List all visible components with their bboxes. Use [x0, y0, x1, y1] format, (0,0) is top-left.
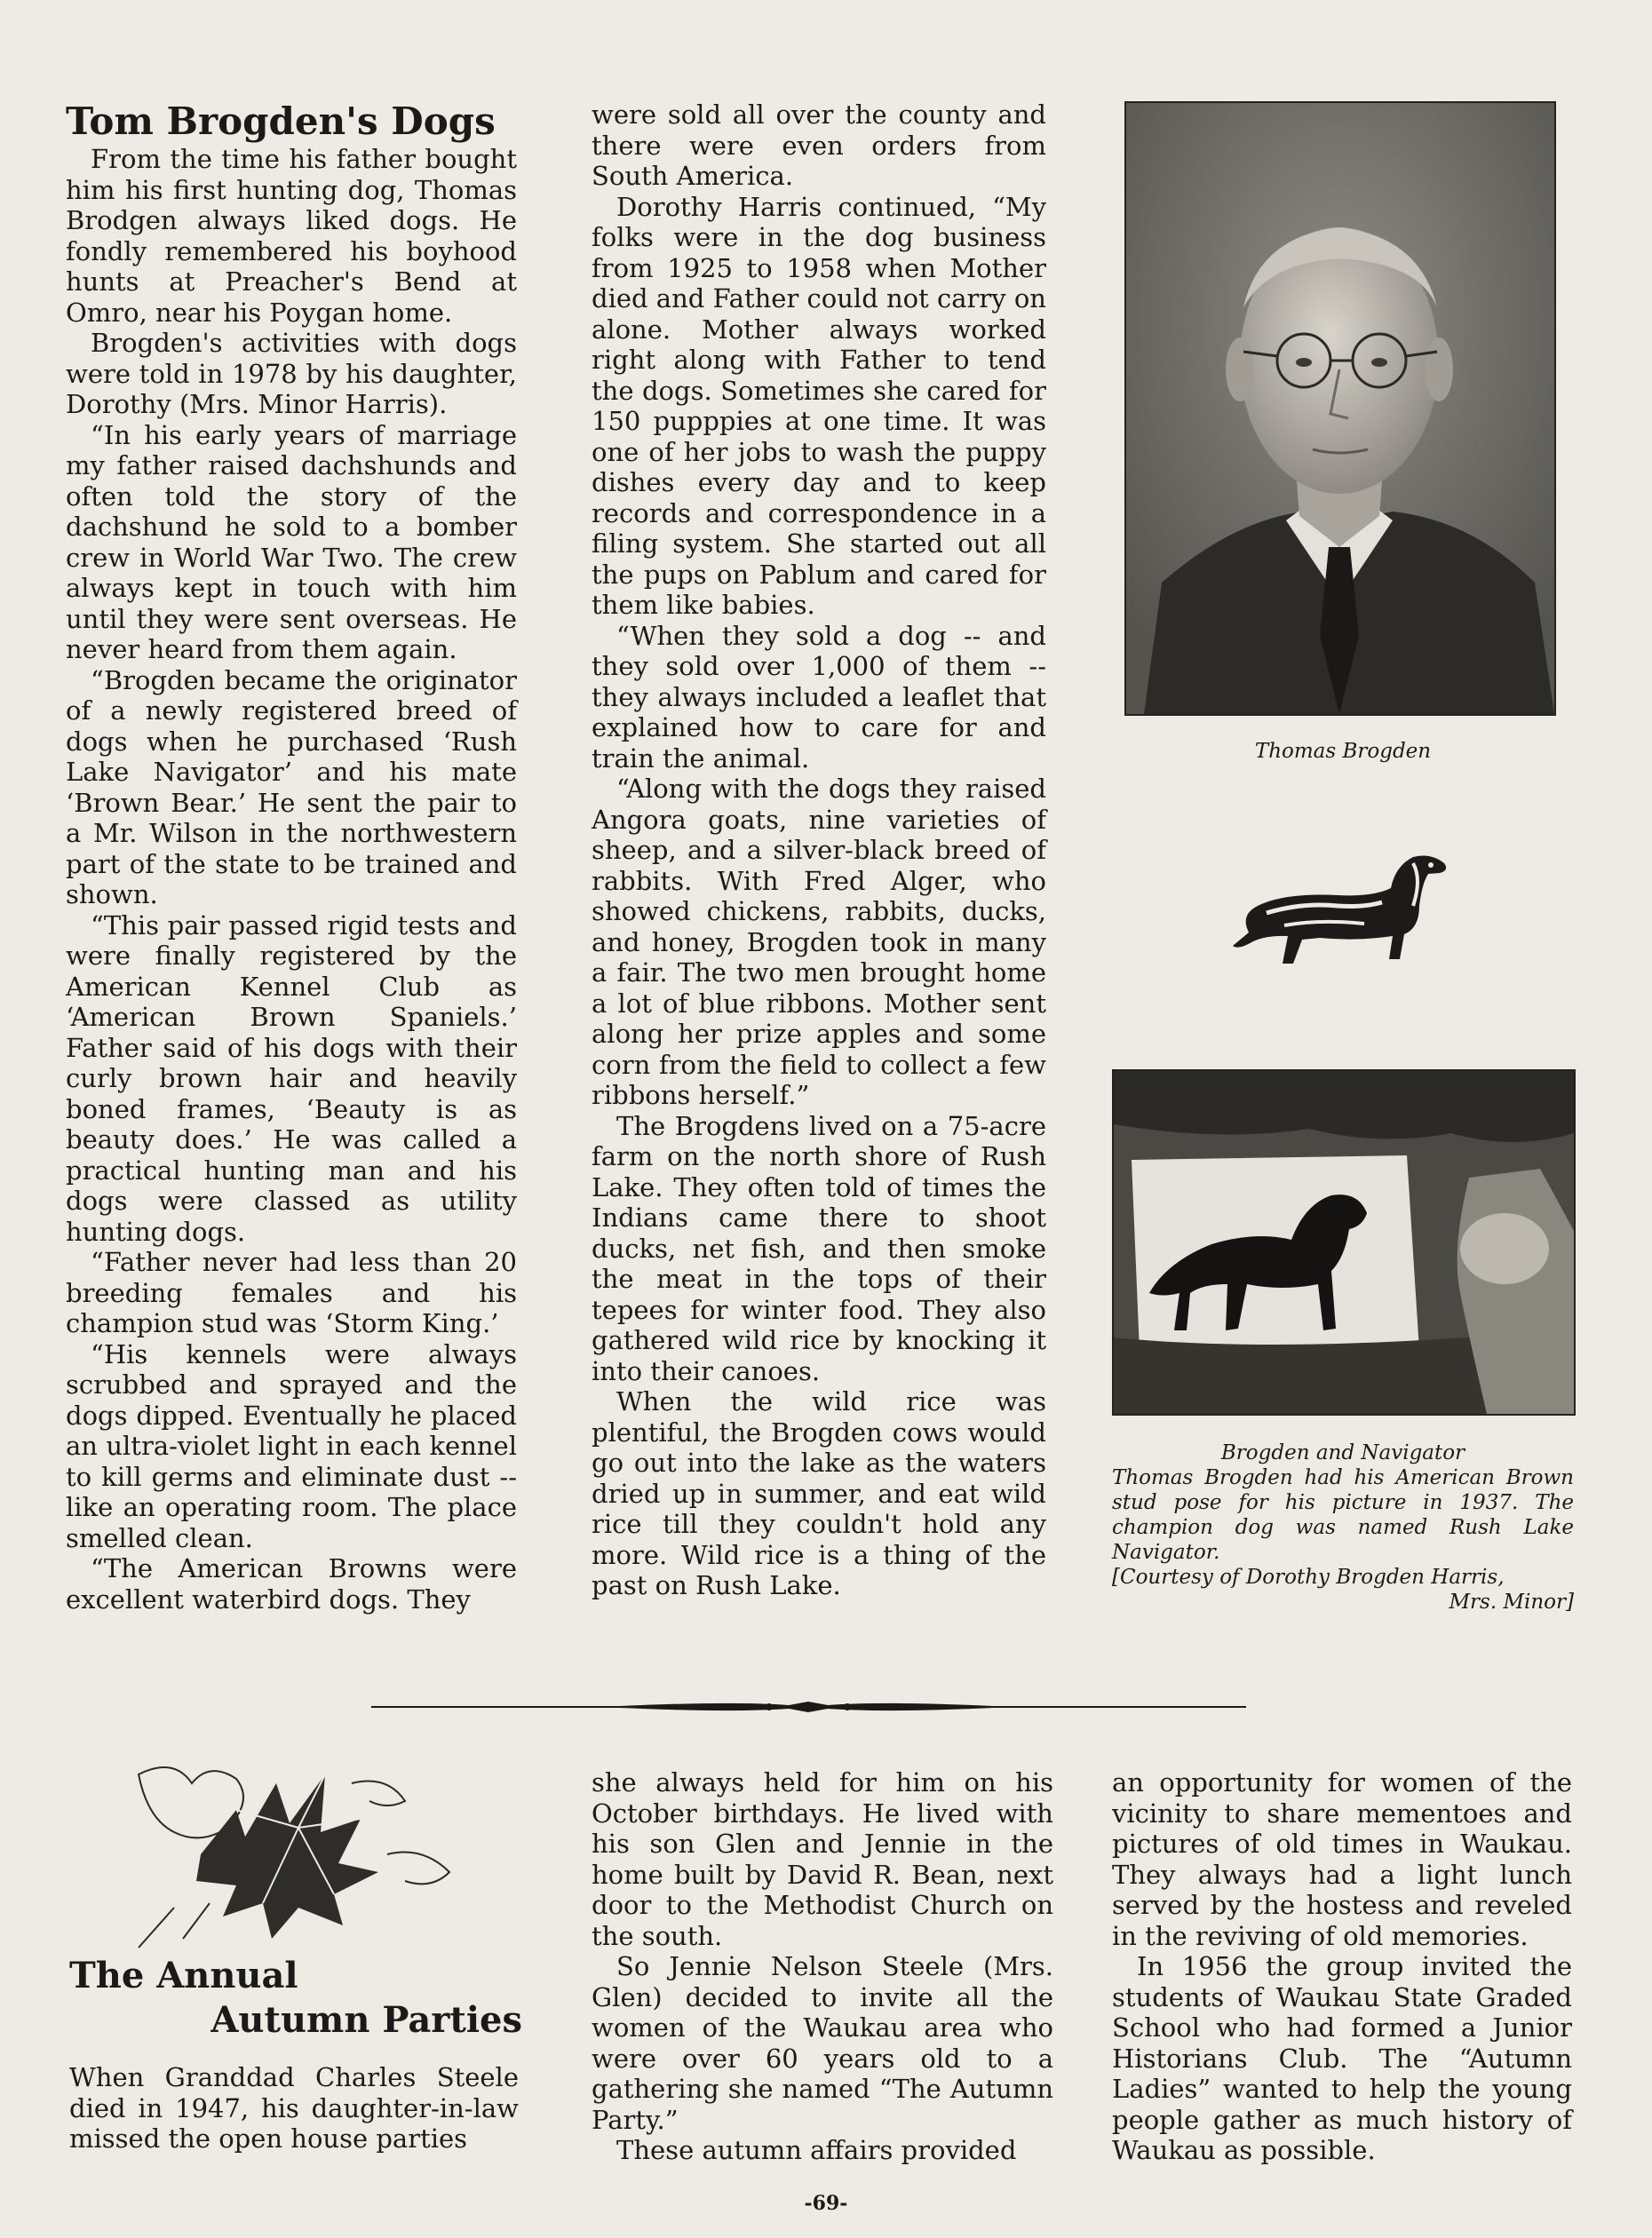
article-column-1: [66, 99, 517, 1615]
paragraph: “When they sold a dog -- and they sold over 1,000 of them -- they always included a leaflet that explained how to care for and train the animal.: [592, 620, 1046, 774]
paragraph: Dorothy Harris continued, “My folks were in the dog business from 1925 to 1958 when Mother died and Father could not carry on alone. Mother always worked right along with Father to tend the dogs. Sometimes she cared for 150 pupppies at one time. It was one of her jobs to wash the puppy dishes every day and to keep records and correspondence in a filing system. She started out all the pups on Pablum and cared for them like babies.: [592, 191, 1046, 620]
dog-photo-image: [1114, 1071, 1574, 1414]
maple-leaf-icon: [121, 1748, 458, 1952]
paragraph: In 1956 the group invited the students of Waukau State Graded School who had formed a Junior Historians Club. The “Autumn Ladies” wanted to help the young people gather as much history of Waukau as possible.: [1112, 1951, 1572, 2165]
caption-title: Brogden and Navigator: [1220, 1441, 1465, 1464]
paragraph: These autumn affairs provided: [616, 2135, 1017, 2165]
paragraph: From the time his father bought him his first hunting dog, Thomas Brodgen always liked dogs. He fondly remembered his boyhood hunts at Preacher's Bend at Omro, near his Poygan home.: [66, 144, 517, 328]
dachshund-icon: [1231, 844, 1453, 986]
article2-column-1: [69, 2062, 519, 2155]
paragraph: So Jennie Nelson Steele (Mrs. Glen) decided to invite all the women of the Waukau area who were over 60 years old to a gathering she named “The Autumn Party.”: [592, 1951, 1053, 2135]
paragraph: “Brogden became the originator of a newly registered breed of dogs when he purchased ‘Rush Lake Navigator’ and his mate ‘Brown Bear.’ He sent the pair to a Mr. Wilson in the northwestern part of the state to be trained and shown.: [66, 664, 517, 909]
paragraph: were sold all over the county and there were even orders from South America.: [592, 99, 1046, 191]
article-title-2: [69, 1954, 522, 2043]
page-number: -69-: [804, 2192, 848, 2215]
caption-text: Thomas Brogden had his American Brown stud pose for his picture in 1937. The champion dog was named Rush Lake Navigator.: [1112, 1466, 1574, 1564]
paragraph: “Father never had less than 20 breeding females and his champion stud was ‘Storm King.’: [66, 1247, 517, 1338]
caption-credit-line2: Mrs. Minor]: [1449, 1591, 1574, 1614]
portrait-photo: [1124, 101, 1556, 716]
paragraph: an opportunity for women of the vicinity to share mementoes and pictures of old times in Waukau. They always had a light lunch served by the hostess and reveled in the reviving of old memories.: [1112, 1767, 1572, 1951]
paragraph: Brogden's activities with dogs were told in 1978 by his daughter, Dorothy (Mrs. Minor Harris).: [66, 328, 517, 419]
dog-photo-caption: [1112, 1440, 1574, 1615]
article-title-line1: The Annual: [69, 1955, 298, 1996]
paragraph: “This pair passed rigid tests and were finally registered by the American Kennel Club as ‘American Brown Spaniels.’ Father said of his dogs with their curly brown hair and heavily boned frames, ‘Beauty is as beauty does.’ He was called a practical hunting man and his dogs were classed as utility hunting dogs.: [66, 909, 517, 1247]
ornamental-rule: [371, 1696, 1246, 1718]
article-title: Tom Brogden's Dogs: [66, 99, 496, 143]
paragraph: “His kennels were always scrubbed and sprayed and the dogs dipped. Eventually he placed an ultra-violet light in each kennel to kill germs and eliminate dust -- like an operating room. The place smelled clean.: [66, 1338, 517, 1553]
dog-photo: [1112, 1069, 1576, 1416]
paragraph: “The American Browns were excellent waterbird dogs. They: [66, 1553, 517, 1615]
paragraph: “Along with the dogs they raised Angora goats, nine varieties of sheep, and a silver-black breed of rabbits. With Fred Alger, who showed chickens, rabbits, ducks, and honey, Brogden took in many a fair. The two men brought home a lot of blue ribbons. Mother sent along her prize apples and some corn from the field to collect a few ribbons herself.”: [592, 774, 1046, 1110]
article-title-line2: Autumn Parties: [210, 1999, 522, 2041]
paragraph: “In his early years of marriage my father raised dachshunds and often told the story of the dachshund he sold to a bomber crew in World War Two. The crew always kept in touch with him until they were sent overseas. He never heard from them again.: [66, 419, 517, 664]
article2-column-3: [1112, 1767, 1572, 2166]
paragraph: When the wild rice was plentiful, the Brogden cows would go out into the lake as the waters dried up in summer, and eat wild rice till they couldn't hold any more. Wild rice is a thing of the past on Rush Lake.: [592, 1386, 1046, 1600]
article2-column-2: [592, 1767, 1053, 2166]
caption-credit-line1: [Courtesy of Dorothy Brogden Harris,: [1112, 1566, 1505, 1589]
paragraph: she always held for him on his October birthdays. He lived with his son Glen and Jennie in the home built by David R. Bean, next door to the Methodist Church on the south.: [592, 1767, 1053, 1951]
portrait-image: [1126, 103, 1554, 714]
paragraph: The Brogdens lived on a 75-acre farm on the north shore of Rush Lake. They often told of times the Indians came there to shoot ducks, net fish, and then smoke the meat in the tops of their tepees for winter food. They also gathered wild rice by knocking it into their canoes.: [592, 1110, 1046, 1386]
paragraph: When Granddad Charles Steele died in 1947, his daughter-in-law missed the open house parties: [69, 2062, 519, 2154]
portrait-caption: Thomas Brogden: [1254, 740, 1432, 763]
article-column-2: [592, 99, 1046, 1601]
